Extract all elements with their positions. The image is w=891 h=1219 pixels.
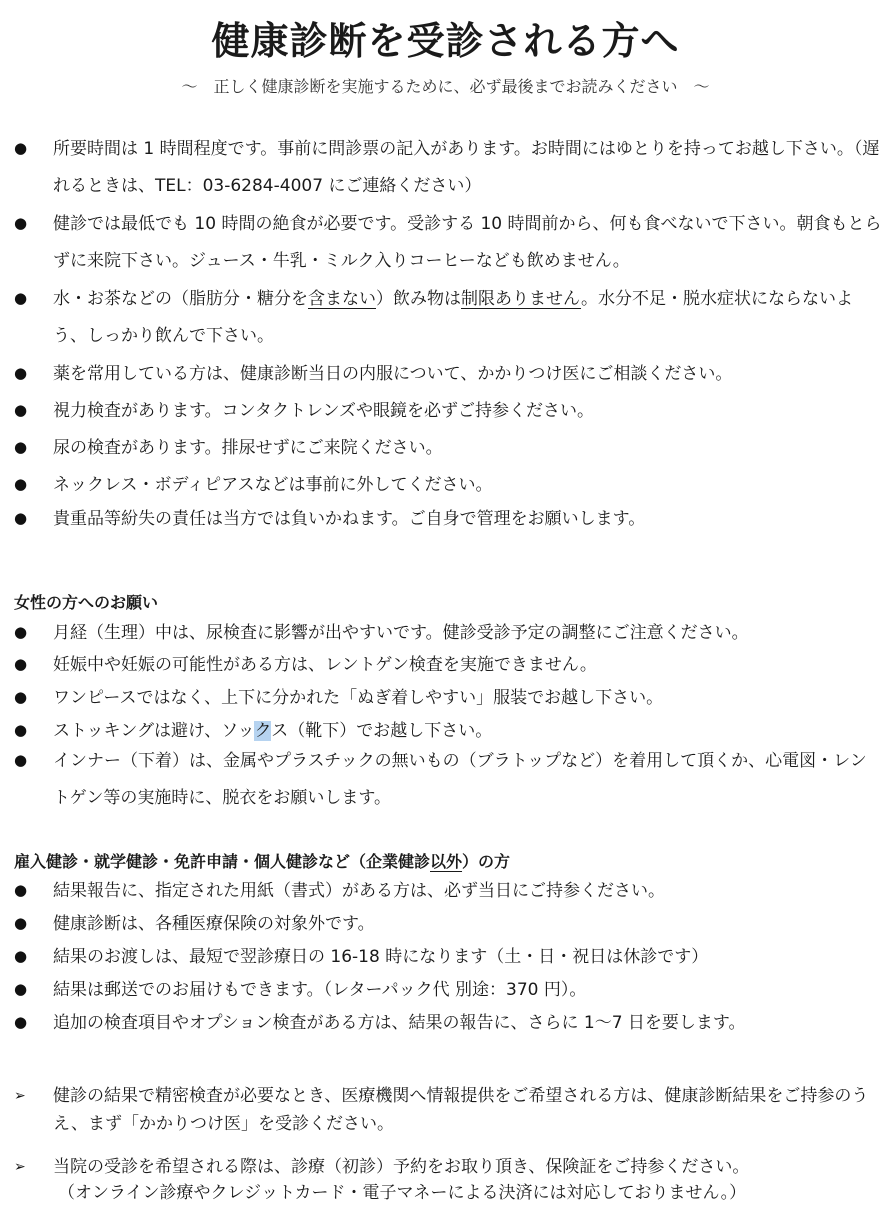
bullet-icon: ●	[14, 364, 28, 382]
underlined-no-limit: 制限ありません	[461, 289, 582, 309]
women-underwear: インナー（下着）は、金属やプラスチックの無いもの（ブラトップなど）を着用して頂くか、心電図・レントゲン等の実施時に、脱衣をお願いします。	[53, 751, 867, 808]
women-socks: ストッキングは避け、ソックス（靴下）でお越し下さい。	[53, 721, 493, 741]
bullet-icon: ●	[14, 214, 28, 232]
bullet-icon: ●	[14, 947, 28, 965]
notice-vision: 視力検査があります。コンタクトレンズや眼鏡を必ずご持参ください。	[53, 401, 595, 421]
notice-duration: 所要時間は 1 時間程度です。事前に問診票の記入があります。お時間にはゆとりを持ってお越し下さい。（遅れるときは、TEL：03-6284-4007 にご連絡ください）	[53, 139, 880, 196]
page-subtitle: ～ 正しく健康診断を実施するために、必ず最後までお読みください ～	[181, 77, 710, 96]
bullet-icon: ●	[14, 980, 28, 998]
bullet-icon: ●	[14, 509, 28, 527]
bullet-icon: ●	[14, 721, 28, 739]
bullet-icon: ●	[14, 438, 28, 456]
other-options: 追加の検査項目やオプション検査がある方は、結果の報告に、さらに 1〜7 日を要します。	[53, 1013, 746, 1033]
bullet-icon: ●	[14, 751, 28, 769]
other-delivery: 結果のお渡しは、最短で翌診療日の 16-18 時になります（土・日・祝日は休診です）	[53, 947, 709, 967]
note-reservation: 当院の受診を希望される際は、診療（初診）予約をお取り頂き、保険証をご持参ください。	[53, 1157, 750, 1177]
bullet-icon: ●	[14, 623, 28, 641]
women-pregnancy: 妊娠中や妊娠の可能性がある方は、レントゲン検査を実施できません。	[53, 655, 597, 675]
notice-medication: 薬を常用している方は、健康診断当日の内服について、かかりつけ医にご相談ください。	[53, 364, 733, 384]
notice-urine: 尿の検査があります。排尿せずにご来院ください。	[53, 438, 443, 458]
bullet-icon: ●	[14, 475, 28, 493]
bullet-icon: ●	[14, 688, 28, 706]
underlined-except: 以外	[430, 852, 463, 871]
women-clothing: ワンピースではなく、上下に分かれた「ぬぎ着しやすい」服装でお越し下さい。	[53, 688, 664, 708]
section-heading-women: 女性の方へのお願い	[14, 593, 159, 612]
selected-text: ク	[254, 721, 272, 741]
bullet-icon: ●	[14, 401, 28, 419]
women-menstruation: 月経（生理）中は、尿検査に影響が出やすいです。健診受診予定の調整にご注意ください。	[53, 623, 749, 643]
note-payment: （オンライン診療やクレジットカード・電子マネーによる決済には対応しておりません。）	[58, 1183, 747, 1203]
note-referral: 健診の結果で精密検査が必要なとき、医療機関へ情報提供をご希望される方は、健康診断結果をご持参のうえ、まず「かかりつけ医」を受診ください。	[53, 1086, 869, 1134]
arrow-icon: ➢	[14, 1088, 26, 1104]
arrow-icon: ➢	[14, 1159, 26, 1175]
bullet-icon: ●	[14, 139, 28, 157]
bullet-icon: ●	[14, 881, 28, 899]
other-mail: 結果は郵送でのお届けもできます。（レターパック代 別途：370 円）。	[53, 980, 587, 1000]
page-title: 健康診断を受診される方へ	[211, 19, 680, 63]
underlined-not-contained: 含まない	[308, 289, 376, 309]
bullet-icon: ●	[14, 1013, 28, 1031]
bullet-icon: ●	[14, 914, 28, 932]
other-form: 結果報告に、指定された用紙（書式）がある方は、必ず当日にご持参ください。	[53, 881, 665, 901]
section-heading-other: 雇入健診・就学健診・免許申請・個人健診など（企業健診以外）の方	[14, 852, 511, 871]
notice-water: 水・お茶などの（脂肪分・糖分を含まない）飲み物は制限ありません。水分不足・脱水症状にならないよう、しっかり飲んで下さい。	[53, 289, 854, 346]
notice-fasting: 健診では最低でも 10 時間の絶食が必要です。受診する 10 時間前から、何も食べないで下さい。朝食もとらずに来院下さい。ジュース・牛乳・ミルク入りコーヒーなども飲めません。	[53, 214, 882, 271]
notice-jewelry: ネックレス・ボディピアスなどは事前に外してください。	[53, 475, 493, 495]
bullet-icon: ●	[14, 655, 28, 673]
bullet-icon: ●	[14, 289, 28, 307]
notice-valuables: 貴重品等紛失の責任は当方では負いかねます。ご自身で管理をお願いします。	[53, 509, 646, 529]
other-insurance: 健康診断は、各種医療保険の対象外です。	[53, 914, 375, 934]
